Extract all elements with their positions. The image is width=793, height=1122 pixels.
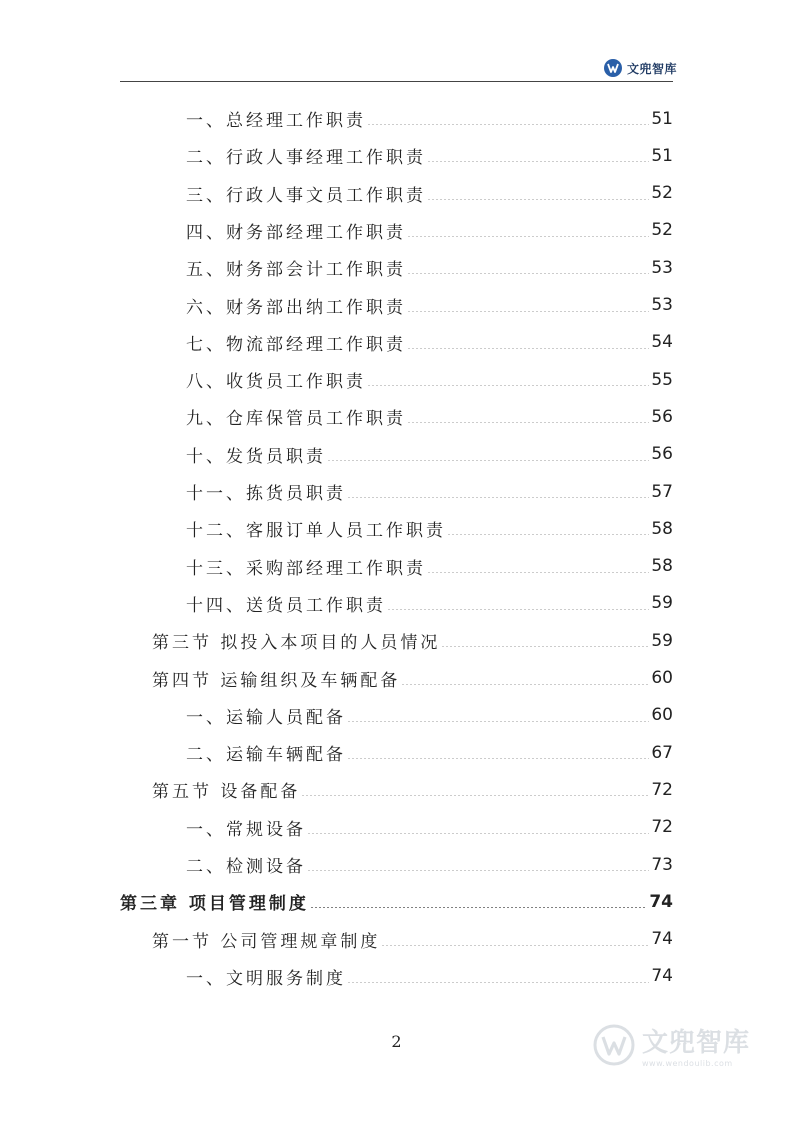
toc-leader-dots (401, 684, 649, 685)
toc-entry[interactable] (186, 510, 673, 547)
toc-entry-label: 二、行政人事经理工作职责 (186, 148, 426, 169)
toc-entry[interactable] (186, 361, 673, 398)
toc-entry[interactable] (186, 175, 673, 212)
toc-entry[interactable] (186, 846, 673, 883)
toc-entry-page: 56 (651, 444, 673, 465)
toc-entry[interactable] (186, 324, 673, 361)
toc-entry[interactable] (186, 137, 673, 174)
toc-leader-dots (310, 907, 647, 908)
toc-entry-page: 67 (651, 742, 673, 763)
toc-leader-dots (301, 795, 649, 796)
toc-entry-page: 52 (651, 220, 673, 241)
toc-entry[interactable] (186, 398, 673, 435)
toc-leader-dots (347, 982, 649, 983)
toc-entry-page: 58 (651, 556, 673, 577)
toc-entry-label: 十一、拣货员职责 (186, 484, 346, 504)
toc-leader-dots (307, 870, 649, 871)
toc-leader-dots (381, 945, 649, 946)
toc-entry-label: 九、仓库保管员工作职责 (186, 409, 406, 430)
toc-entry-page: 57 (651, 481, 673, 502)
logo-text: 文兜智库 (627, 61, 678, 76)
toc-entry-page: 58 (651, 518, 673, 539)
toc-entry[interactable] (186, 287, 673, 324)
toc-entry-page: 59 (651, 630, 673, 651)
toc-leader-dots (347, 758, 649, 759)
toc-entry-label: 第四节 运输组织及车辆配备 (152, 670, 401, 691)
toc-leader-dots (307, 833, 649, 834)
toc-entry-page: 54 (651, 332, 673, 353)
toc-entry[interactable] (186, 809, 673, 846)
toc-entry-page: 59 (651, 593, 673, 614)
toc-entry[interactable] (152, 921, 673, 958)
toc-entry-page: 74 (651, 929, 673, 950)
watermark (592, 1022, 750, 1068)
toc-entry-page: 74 (651, 966, 673, 987)
toc-entry[interactable] (186, 436, 673, 473)
toc-entry-page: 72 (651, 817, 673, 838)
toc-entry-label: 四、财务部经理工作职责 (186, 222, 406, 243)
toc-entry-label: 二、运输车辆配备 (186, 745, 346, 766)
toc-entry[interactable] (152, 660, 673, 697)
toc-entry[interactable] (186, 734, 673, 771)
toc-entry-page: 74 (649, 891, 673, 912)
toc-entry[interactable] (152, 771, 673, 808)
toc-leader-dots (407, 273, 649, 274)
toc-entry-label: 二、检测设备 (186, 857, 306, 877)
toc-entry[interactable] (120, 883, 673, 920)
toc-leader-dots (407, 422, 649, 423)
toc-leader-dots (441, 646, 649, 647)
watermark-title: 文兜智库 (642, 1028, 751, 1058)
toc-entry-page: 55 (651, 369, 673, 390)
page-number: 2 (391, 1032, 402, 1051)
toc-entry-label: 十三、采购部经理工作职责 (186, 558, 426, 579)
toc-entry-label: 五、财务部会计工作职责 (186, 260, 406, 281)
toc-entry-page: 52 (651, 183, 673, 204)
toc-entry-label: 八、收货员工作职责 (186, 372, 366, 393)
toc-leader-dots (387, 609, 649, 610)
toc-leader-dots (407, 311, 649, 312)
toc-entry-page: 51 (651, 108, 673, 129)
toc-leader-dots (327, 460, 649, 461)
toc-entry[interactable] (186, 697, 673, 734)
toc-leader-dots (347, 497, 649, 498)
toc-entry-label: 十四、送货员工作职责 (186, 595, 386, 616)
toc-leader-dots (347, 721, 649, 722)
toc-entry-label: 一、总经理工作职责 (186, 111, 366, 131)
toc-entry-label: 第三章 项目管理制度 (120, 894, 309, 915)
toc-entry[interactable] (186, 473, 673, 510)
toc-entry-label: 六、财务部出纳工作职责 (186, 297, 406, 318)
toc-entry-label: 十二、客服订单人员工作职责 (186, 521, 446, 542)
toc-entry-page: 53 (651, 295, 673, 315)
toc-leader-dots (367, 385, 649, 386)
header-divider (120, 81, 673, 82)
toc-leader-dots (367, 124, 649, 125)
toc-leader-dots (407, 236, 649, 237)
watermark-url: www.wendoulib.com (642, 1059, 733, 1068)
toc-entry-page: 72 (651, 779, 673, 800)
toc-leader-dots (447, 534, 649, 535)
toc-leader-dots (427, 161, 649, 162)
toc-entry[interactable] (186, 212, 673, 249)
toc-leader-dots (407, 348, 649, 349)
toc-entry-label: 一、常规设备 (186, 819, 306, 840)
toc-entry-page: 51 (651, 145, 673, 166)
toc-entry[interactable] (186, 958, 673, 995)
toc-entry-label: 第五节 设备配备 (152, 782, 301, 803)
wendou-logo-icon (603, 58, 623, 78)
toc-entry-label: 一、运输人员配备 (186, 707, 346, 728)
toc-entry-page: 73 (651, 854, 673, 875)
toc-leader-dots (427, 199, 649, 200)
toc-leader-dots (427, 572, 649, 573)
toc-entry-page: 60 (651, 668, 673, 688)
toc-entry[interactable] (186, 100, 673, 137)
toc-entry-label: 七、物流部经理工作职责 (186, 334, 406, 355)
toc-entry[interactable] (186, 249, 673, 286)
toc-entry-label: 第一节 公司管理规章制度 (152, 931, 381, 952)
toc-entry[interactable] (186, 548, 673, 585)
toc-entry-label: 十、发货员职责 (186, 446, 326, 467)
toc-entry-page: 53 (651, 257, 673, 278)
header-logo (603, 58, 677, 78)
toc-entry-label: 三、行政人事文员工作职责 (186, 185, 426, 206)
wendou-watermark-icon (592, 1023, 636, 1067)
toc-entry-label: 第三节 拟投入本项目的人员情况 (152, 633, 441, 654)
toc-entry-page: 56 (651, 406, 673, 427)
toc-entry-page: 60 (651, 705, 673, 726)
toc-entry[interactable] (186, 585, 673, 622)
toc-entry-label: 一、文明服务制度 (186, 968, 346, 989)
toc-entry[interactable] (152, 622, 673, 659)
